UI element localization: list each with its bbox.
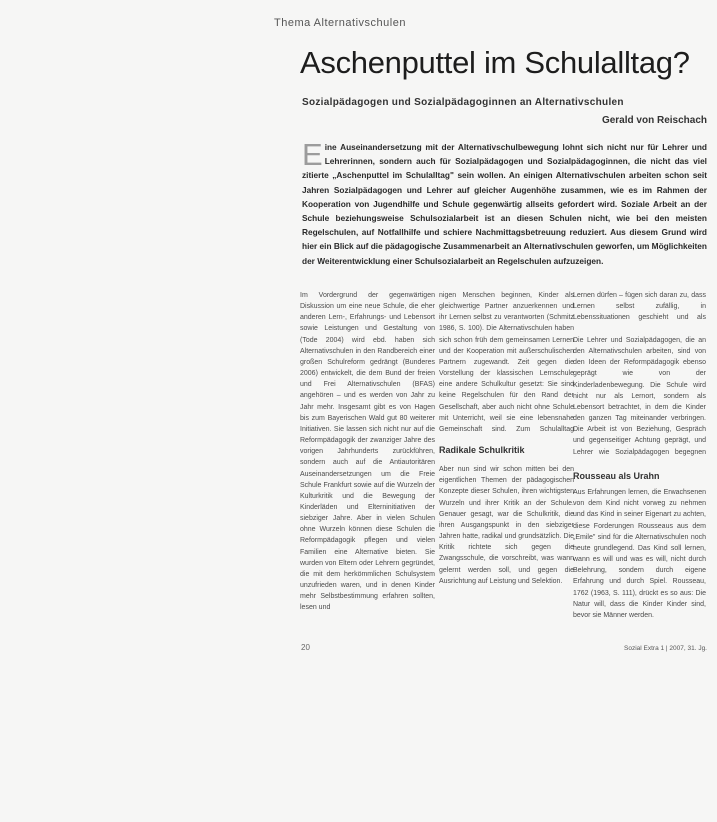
body-paragraph: nigen Menschen beginnen, Kinder als gleichwertige Partner anzuerkennen und ihr Lernen selbst zu verantworten (Schmitz 1986, S. 100). Die Alternativschulen haben sich schon früh dem gemeinsamen Lernen und der Kooperation mit außerschulischen Partnern zugewandt. Zeit gegen die Vorstellung der klassischen Lernschule eine andere Schulkultur gesetzt: Sie sind keine Regelschulen für den Rand der Gesellschaft, aber auch nicht ohne Schule mit Unterricht, weil sie eine lebensnahe Gemeinschaft sind. Zum Schulalltag: [439, 292, 574, 433]
body-column-2: [439, 290, 574, 588]
body-paragraph: Aus Erfahrungen lernen, die Erwachsenen von dem Kind nicht vorweg zu nehmen und das Kind in seiner Eigenart zu achten, diese Forderungen Rousseaus aus dem „Emile" sind für die Alternativschulen noch heute grundlegend. Das Kind soll lernen, wann es will und was es will, nicht durch Belehrung, sondern durch eigene Erfahrung und durch Spiel. Rousseau, 1762 (1963, S. 111), drückt es so aus: Die Natur will, dass die Kinder Kinder sind, bevor sie Männer werden.: [573, 489, 706, 619]
drop-cap: E: [302, 137, 323, 172]
page-number: 20: [301, 643, 310, 652]
article-lead: [302, 137, 707, 268]
body-paragraph: Im Vordergrund der gegenwärtigen Diskussion um eine neue Schule, die eher anderen Lern-, Erfahrungs- und Lebensort sowie Leistungen und Gestaltung von (Tode 2004) wird ebd. haben sich Alternativschulen in den Randbereich einer großen Schulreform gedrängt (Bunderes 2006) entwickelt, die dem Bund der freien und Frei Alternativschulen (BFAS) angehören – und es werden von Jahr zu Jahr mehr. Insgesamt gibt es von Hagen bis zum Bayerischen Wald gut 80 weiterer Initiativen. Sie lassen sich nicht nur auf die Reformpädagogik der zwanziger Jahre des vorigen Jahrhunderts zurückführen, sondern auch auf die Antiautoritären Auseinandersetzungen um die Freie Schule Frankfurt sowie auf die Wurzeln der Kulturkritik und die Bewegung der Kinderläden und Elterninitiativen der siebziger Jahre. Aber in vielen Schulen ohne Wurzeln können diese Schulen die Reformpädagogik pflegen und vielen Familien eine Alternative bieten. Sie wurden von Eltern oder Lehrern gegründet, die mit dem herkömmlichen Schulsystem unzufrieden waren, und in denen Kinder mehr Selbstbestimmung erfahren sollten, lesen und: [300, 292, 435, 612]
section-label: Thema Alternativschulen: [274, 17, 406, 29]
body-paragraph: Lernen dürfen – fügen sich daran zu, dass Lernen selbst zufällig, in Lebenssituationen geschieht und als: [573, 292, 706, 322]
section-heading: Radikale Schulkritik: [439, 445, 525, 455]
section-heading: Rousseau als Urahn: [573, 471, 660, 481]
journal-source: Sozial Extra 1 | 2007, 31. Jg.: [624, 645, 707, 652]
body-column-1: [300, 290, 435, 635]
body-paragraph: Aber nun sind wir schon mitten bei den eigentlichen Themen der pädagogischen Konzepte dieser Schulen, ihren wichtigsten Wurzeln und ihrer Kritik an der Schule. Genauer gesagt, war die Schulkritik, die ihren Ausgangspunkt in den siebziger Jahren hatte, radikal und grundsätzlich. Die Kritik richtete sich gegen die Zwangsschule, die vorschreibt, was wann gelernt werden soll, und gegen die Ausrichtung auf Leistung und Selektion.: [439, 466, 574, 585]
body-paragraph: Die Lehrer und Sozialpädagogen, die an den Alternativschulen arbeiten, sind von den Ideen der Reformpädagogik ebenso geprägt wie von der Kinderladenbewegung. Die Schule wird nicht nur als Lernort, sondern als Lebensort betrachtet, in dem die Kinder den ganzen Tag miteinander verbringen. Die Arbeit ist von Beziehung, Gespräch und gegenseitiger Achtung geprägt, und Lehrer wie Sozialpädagogen begegnen: [573, 337, 706, 456]
article-title: Aschenputtel im Schulalltag?: [300, 45, 690, 80]
lead-text: ine Auseinandersetzung mit der Alternativschulbewegung lohnt sich nicht nur für Lehrer und Lehrerinnen, sondern auch für Sozialpädagogen und Sozialpädagoginnen, die nicht das viel zitierte „Aschenputtel im Schulalltag" sein wollen. An einigen Alternativschulen arbeiten schon seit Jahren Sozialpädagogen und Lehrer auf gleicher Augenhöhe zusammen, wie es im Rahmen der Kooperation von Jugendhilfe und Schule gegenwärtig allseits gefordert wird. Soziale Arbeit an der Schule beziehungsweise Schulsozialarbeit ist an diesen Schulen nicht, wie bei den meisten Regelschulen, auf Notfallhilfe und schiere Nachmittagsbetreuung reduziert. Aus diesem Grund wird hier ein Blick auf die pädagogische Zusammenarbeit an Alternativschulen geworfen, um Möglichkeiten der Weiterentwicklung einer Schulsozialarbeit an Regelschulen aufzuzeigen.: [302, 142, 707, 266]
body-column-3: [573, 290, 706, 621]
article-subtitle: Sozialpädagogen und Sozialpädagoginnen an Alternativschulen: [302, 97, 624, 108]
article-author: Gerald von Reischach: [601, 115, 707, 126]
